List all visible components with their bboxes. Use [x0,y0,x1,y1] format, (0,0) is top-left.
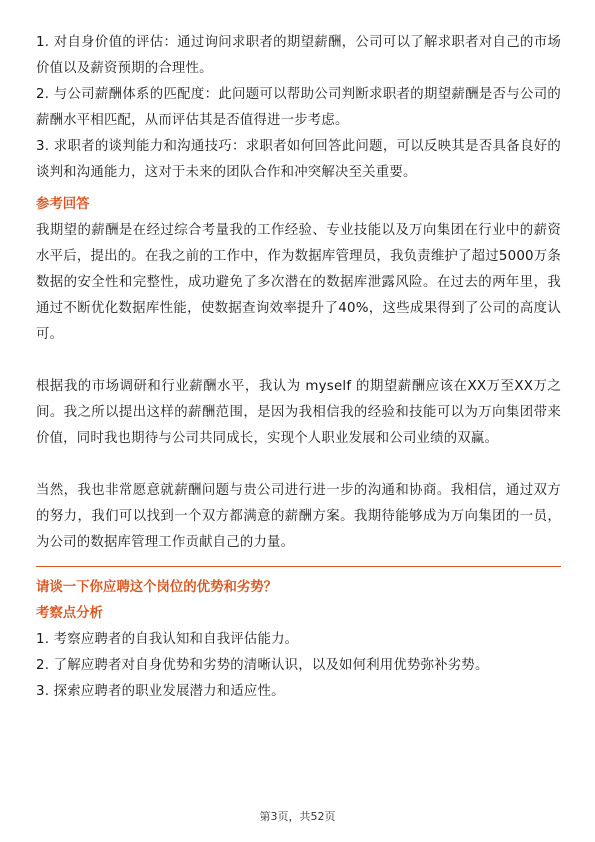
paragraph-gap [36,452,561,478]
question-title: 请谈一下你应聘这个岗位的优势和劣势？ [36,580,278,595]
page-footer: 第3页，共52页 [259,810,336,823]
reference-paragraph-3: 当然，我也非常愿意就薪酬问题与贵公司进行进一步的沟通和协商。我相信，通过双方的努力，我们可以找到一个双方都满意的薪酬方案。我期待能够成为万向集团的一员，为公司的数据库管理工作贡献自己的力量。 [36,483,561,550]
reference-paragraph-2: 根据我的市场调研和行业薪酬水平，我认为 myself 的期望薪酬应该在XX万至XX万之间。我之所以提出这样的薪酬范围，是因为我相信我的经验和技能可以为万向集团带来价值，同时我也期待与公司共同成长，实现个人职业发展和公司业绩的双赢。 [36,379,561,446]
reference-answer-heading: 参考回答 [36,197,90,212]
analysis-heading: 考察点分析 [36,606,103,621]
analysis-point-1: 1. 考察应聘者的自我认知和自我评估能力。 [36,632,299,647]
intro-point-1: 1. 对自身价值的评估：通过询问求职者的期望薪酬，公司可以了解求职者对自己的市场价值以及薪资预期的合理性。 [36,35,561,76]
analysis-point-2: 2. 了解应聘者对自身优势和劣势的清晰认识，以及如何利用优势弥补劣势。 [36,658,489,673]
analysis-point-3: 3. 探索应聘者的职业发展潜力和适应性。 [36,684,285,699]
section-divider [36,566,561,567]
document-page [36,30,561,705]
reference-paragraph-1: 我期望的薪酬是在经过综合考量我的工作经验、专业技能以及万向集团在行业中的薪资水平后，提出的。在我之前的工作中，作为数据库管理员，我负责维护了超过5000万条数据的安全性和完整性，成功避免了多次潜在的数据库泄露风险。在过去的两年里，我通过不断优化数据库性能，使数据查询效率提升了40%，这些成果得到了公司的高度认可。 [36,223,561,342]
intro-point-2: 2. 与公司薪酬体系的匹配度：此问题可以帮助公司判断求职者的期望薪酬是否与公司的薪酬水平相匹配，从而评估其是否值得进一步考虑。 [36,87,561,128]
intro-point-3: 3. 求职者的谈判能力和沟通技巧：求职者如何回答此问题，可以反映其是否具备良好的谈判和沟通能力，这对于未来的团队合作和冲突解决至关重要。 [36,139,561,180]
paragraph-gap [36,348,561,374]
